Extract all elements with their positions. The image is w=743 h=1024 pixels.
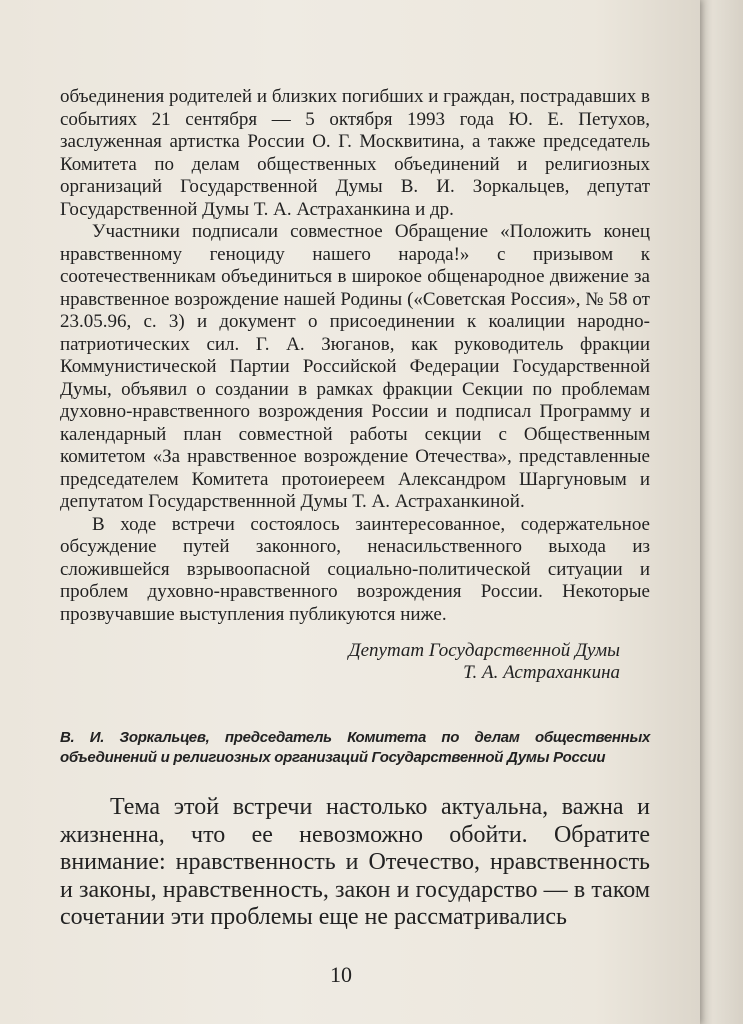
paragraph-1: объединения родителей и близких погибших и граждан, пострадавших в событиях 21 сентября — 5 октября 1993 года Ю. Е. Петухов, заслуженная артистка России О. Г. Москвитина, а также председатель Комитета по делам общественных объединений и религиозных организаций Государственной Думы В. И. Зоркальцев, депутат Государственной Думы Т. А. Астраханкина и др. — [60, 86, 650, 220]
speech-text: Тема этой встречи настолько актуальна, важна и жизненна, что ее невозможно обойти. Обратите внимание: нравственность и Отечество, нравственность и законы, нравственность, закон и государство — в таком сочетании эти проблемы еще не рассматривались — [60, 794, 650, 930]
page-content — [60, 86, 650, 956]
paragraph-2: Участники подписали совместное Обращение «Положить конец нравственному геноциду нашего народа!» с призывом к соотечественникам объединиться в широкое общенародное движение за нравственное возрождение нашей Родины («Советская Россия», № 58 от 23.05.96, с. 3) и документ о присоединении к коалиции народно-патриотических сил. Г. А. Зюганов, как руководитель фракции Коммунистической Партии Российской Федерации Государственной Думы, объявил о создании в рамках фракции Секции по проблемам духовно-нравственного возрождения России и подписал Программу и календарный план совместной работы секции с Общественным комитетом «За нравственное возрождение Отечества», представленные председателем Комитета протоиереем Александром Шаргуновым и депутатом Государственнной Думы Т. А. Астраханкиной. — [60, 221, 650, 512]
signature-title: Депутат Государственной Думы — [348, 640, 620, 661]
signature-name: Т. А. Астраханкина — [463, 662, 620, 683]
signature-block — [60, 640, 620, 684]
paragraph-3: В ходе встречи состоялось заинтересованное, содержательное обсуждение путей законного, ненасильственного выхода из сложившейся взрывоопасной социально-политической ситуации и проблем духовно-нравственного возрождения России. Некоторые прозвучавшие выступления публикуются ниже. — [60, 513, 650, 625]
speaker-heading: В. И. Зоркальцев, председатель Комитета по делам общественных объединений и религиозных организаций Государственной Думы России — [60, 729, 650, 766]
page-number: 10 — [330, 962, 352, 987]
next-page-edge — [700, 0, 743, 1024]
